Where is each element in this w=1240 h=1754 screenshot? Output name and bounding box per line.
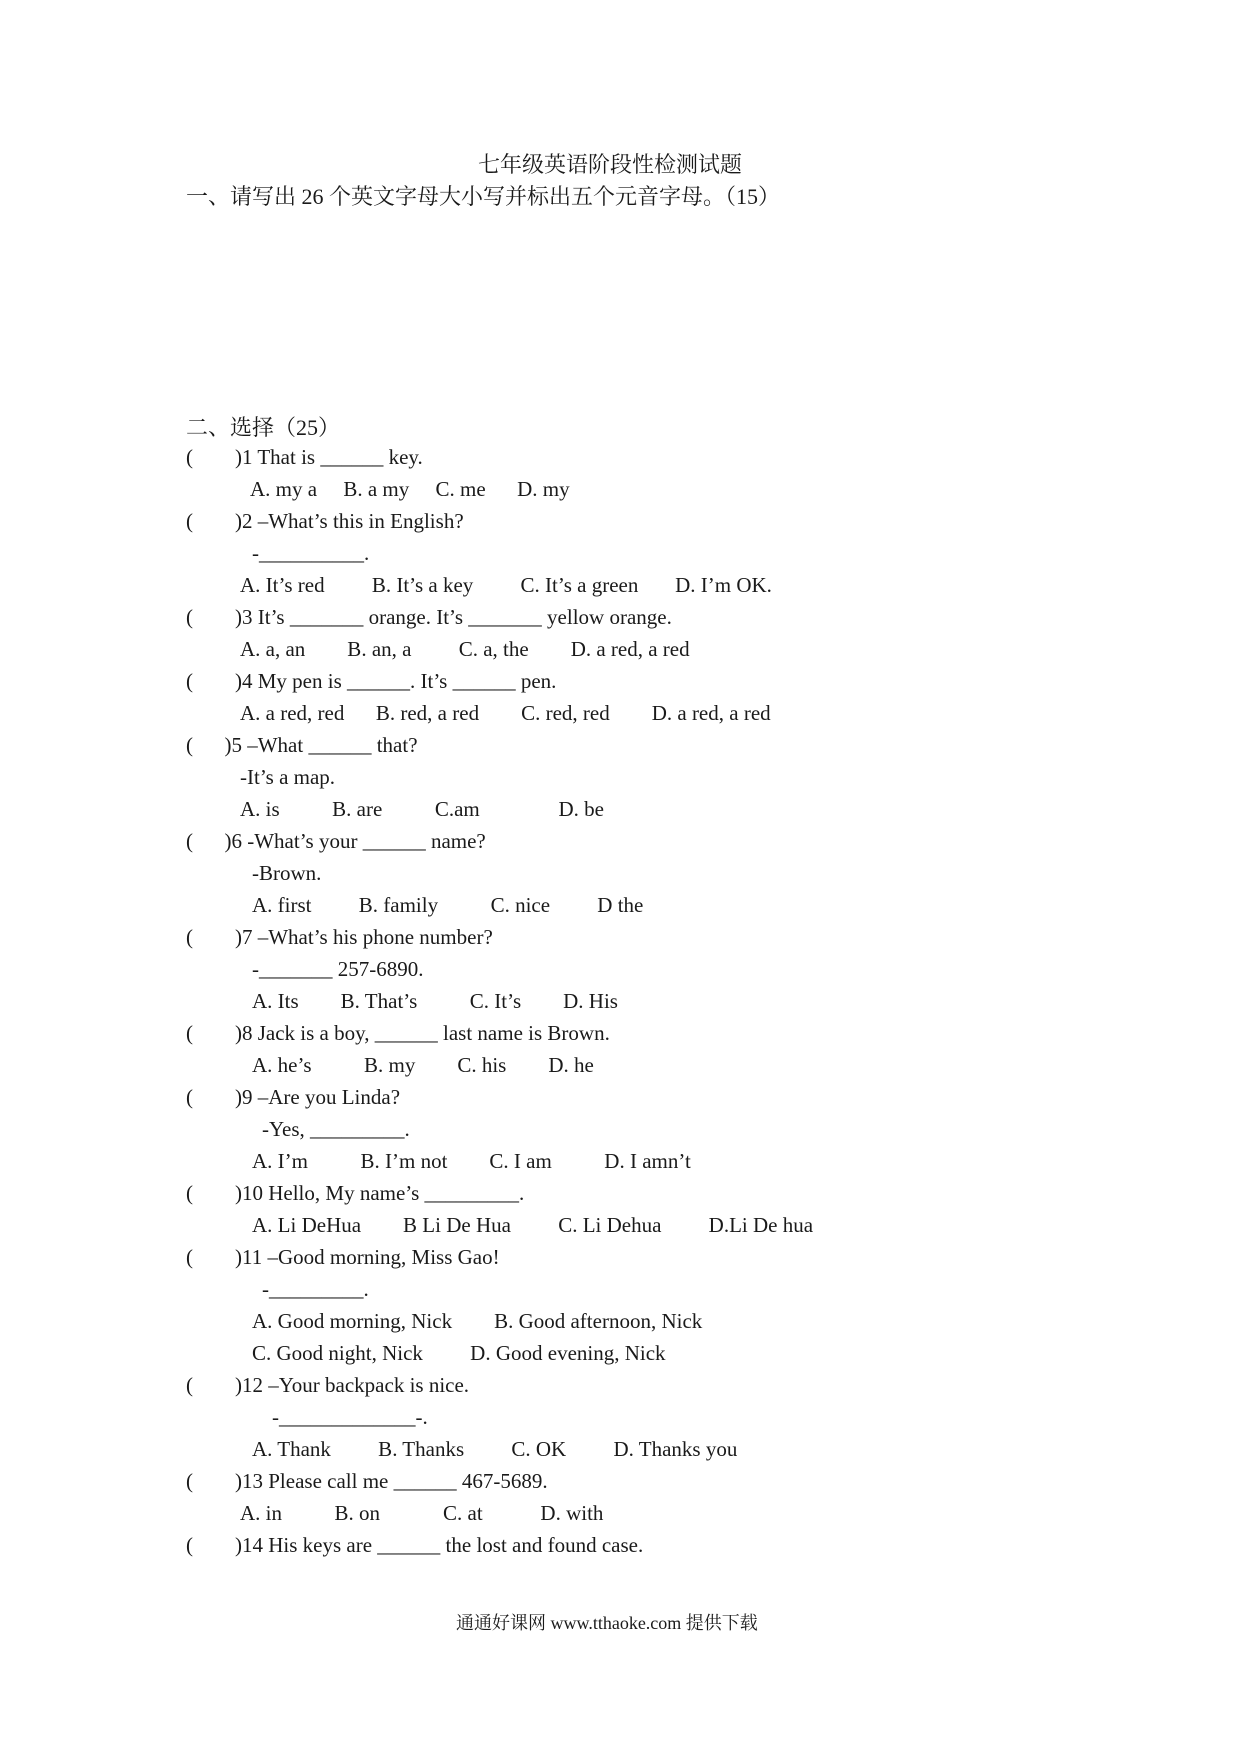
answer-options-line: A. in B. on C. at D. with [240, 1501, 604, 1525]
answer-options-line: A. is B. are C.am D. be [240, 797, 604, 821]
answer-options-line: -Brown. [252, 861, 322, 885]
question-line: ( )13 Please call me ______ 467-5689. [186, 1469, 548, 1493]
answer-options-line: A. I’m B. I’m not C. I am D. I amn’t [252, 1149, 691, 1173]
answer-options-line: A. first B. family C. nice D the [252, 893, 644, 917]
question-line: ( )7 –What’s his phone number? [186, 925, 493, 949]
answer-options-line: A. Thank B. Thanks C. OK D. Thanks you [252, 1437, 738, 1461]
answer-options-line: -_________. [262, 1277, 369, 1301]
question-line: ( )5 –What ______ that? [186, 733, 418, 757]
page-title: 七年级英语阶段性检测试题 [478, 152, 743, 177]
answer-options-line: -Yes, _________. [262, 1117, 410, 1141]
question-line: ( )12 –Your backpack is nice. [186, 1373, 470, 1397]
question-line: ( )8 Jack is a boy, ______ last name is Brown. [186, 1021, 610, 1045]
footer-text: 通通好课网 www.tthaoke.com 提供下载 [456, 1613, 758, 1633]
question-line: ( )14 His keys are ______ the lost and found case. [186, 1533, 644, 1557]
answer-options-line: -__________. [252, 541, 370, 565]
answer-options-line: C. Good night, Nick D. Good evening, Nick [252, 1341, 666, 1365]
question-line: ( )4 My pen is ______. It’s ______ pen. [186, 669, 557, 693]
section-2-heading: 二、选择（25） [186, 415, 341, 440]
answer-options-line: A. Its B. That’s C. It’s D. His [252, 989, 618, 1013]
question-line: ( )3 It’s _______ orange. It’s _______ yellow orange. [186, 605, 672, 629]
question-line: ( )1 That is ______ key. [186, 445, 423, 469]
answer-options-line: A. Li DeHua B Li De Hua C. Li Dehua D.Li De hua [252, 1213, 814, 1237]
answer-options-line: -_______ 257-6890. [252, 957, 424, 981]
answer-options-line: -It’s a map. [240, 765, 336, 789]
question-line: ( )10 Hello, My name’s _________. [186, 1181, 525, 1205]
answer-options-line: A. a, an B. an, a C. a, the D. a red, a red [240, 637, 690, 661]
answer-options-line: -_____________-. [272, 1405, 428, 1429]
answer-options-line: A. It’s red B. It’s a key C. It’s a green D. I’m OK. [240, 573, 772, 597]
answer-options-line: A. he’s B. my C. his D. he [252, 1053, 594, 1077]
answer-options-line: A. my a B. a my C. me D. my [250, 477, 570, 501]
answer-options-line: A. Good morning, Nick B. Good afternoon, Nick [252, 1309, 703, 1333]
question-line: ( )11 –Good morning, Miss Gao! [186, 1245, 500, 1269]
question-line: ( )6 -What’s your ______ name? [186, 829, 486, 853]
question-line: ( )2 –What’s this in English? [186, 509, 464, 533]
question-line: ( )9 –Are you Linda? [186, 1085, 401, 1109]
answer-options-line: A. a red, red B. red, a red C. red, red D. a red, a red [240, 701, 771, 725]
section-1-heading: 一、请写出 26 个英文字母大小写并标出五个元音字母。（15） [186, 184, 781, 209]
